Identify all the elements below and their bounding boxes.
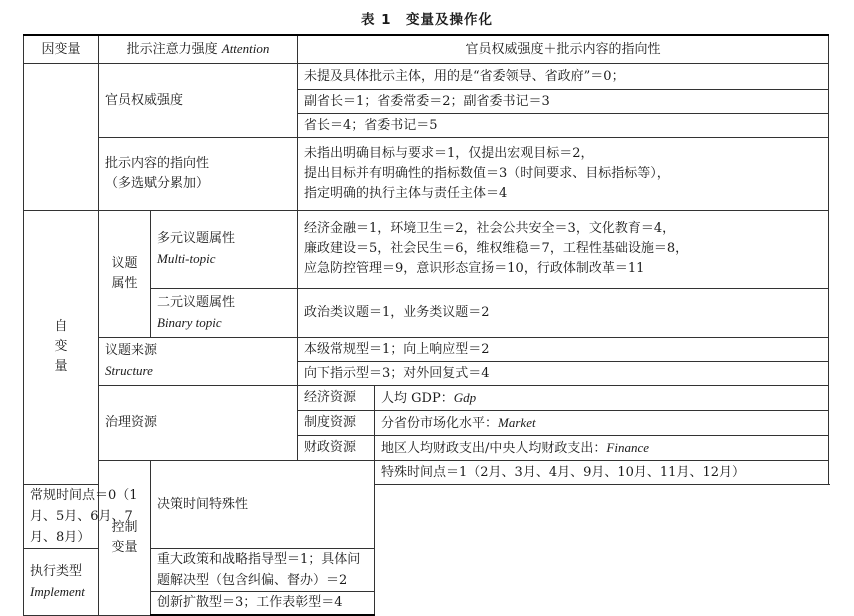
authority-label: 官员权威强度 [99,63,298,137]
independent-char-2: 变 [54,339,68,354]
dependent-group-cell [24,63,99,210]
multi-topic-line-2: 廉政建设＝5，社会民生＝6，维权维稳＝7，工程性基础设施＝8， [304,241,689,256]
governance-value-economic [375,385,829,410]
implement-en: Implement [30,583,85,599]
multi-topic-cn: 多元议题属性 [157,231,236,246]
header-attention [99,35,298,63]
multi-topic-value [298,210,829,288]
table-row [24,385,829,410]
control-label-1: 控制 [111,519,138,535]
issue-attr-label-1: 议题 [111,255,138,271]
source-label [99,337,298,385]
authority-value-1: 未提及具体批示主体，用的是“省委领导、省政府”＝0； [298,63,829,89]
finance-prefix: 地区人均财政支出/中央人均财政支出： [381,440,607,456]
source-value-2: 向下指示型＝3；对外回复式＝4 [298,361,829,385]
timing-value-2: 常规时间点＝0（1月、5月、6月、7月、8月） [24,484,151,548]
table-row [24,210,829,288]
implement-value-1: 重大政策和战略指导型＝1；具体问题解决型（包含纠偏、督办）＝2 [151,548,375,591]
table-caption: 表 1 变量及操作化 [360,12,494,28]
governance-value-institutional [375,410,829,435]
gdp-var: Gdp [453,389,477,405]
multi-topic-line-3: 应急防控管理＝9，意识形态宣扬＝10，行政体制改革＝11 [304,261,645,276]
table-row [24,63,829,89]
header-attention-en: Attention [221,41,270,57]
table-row [24,137,829,210]
binary-topic-value: 政治类议题＝1，业务类议题＝2 [298,288,829,337]
governance-type-institutional: 制度资源 [298,410,375,435]
market-prefix: 分省份市场化水平： [381,415,499,431]
governance-type-economic: 经济资源 [298,385,375,410]
multi-topic-line-1: 经济金融＝1，环境卫生＝2，社会公共安全＝3，文化教育＝4， [304,221,676,236]
directivity-label-main: 批示内容的指向性 [105,155,210,171]
governance-type-fiscal: 财政资源 [298,435,375,460]
independent-group-label [24,210,99,484]
header-row [24,35,829,63]
gdp-prefix: 人均 GDP： [381,390,454,406]
control-label-2: 变量 [111,539,138,555]
governance-label: 治理资源 [99,385,298,460]
binary-topic-label [151,288,298,337]
authority-value-2: 副省长＝1；省委常委＝2；副省委书记＝3 [298,89,829,113]
source-cn: 议题来源 [105,343,158,358]
governance-value-fiscal [375,435,829,460]
binary-topic-en: Binary topic [157,314,222,330]
directivity-line-1: 未指出明确目标与要求＝1，仅提出宏观目标＝2， [304,145,594,161]
independent-char-1: 自 [54,319,68,334]
finance-var: Finance [606,439,649,455]
directivity-value [298,137,829,210]
header-dependent-label: 因变量 [24,35,99,63]
binary-topic-cn: 二元议题属性 [157,294,236,310]
authority-value-3: 省长＝4；省委书记＝5 [298,113,829,137]
header-operationalization: 官员权威强度＋批示内容的指向性 [298,35,829,63]
multi-topic-en: Multi-topic [157,251,216,266]
table-row [24,337,829,361]
directivity-label [99,137,298,210]
multi-topic-label [151,210,298,288]
table-row [24,484,829,548]
source-en: Structure [105,363,153,378]
timing-value-1: 特殊时间点＝1（2月、3月、4月、9月、10月、11月、12月） [375,460,829,484]
implement-label [24,548,151,615]
implement-cn: 执行类型 [30,563,83,579]
directivity-line-2: 提出目标并有明确性的指标数值＝3（时间要求、目标指标等）， [304,165,670,181]
directivity-line-3: 指定明确的执行主体与责任主体＝4 [304,185,508,201]
header-attention-cn: 批示注意力强度 [126,42,218,58]
implement-value-2: 创新扩散型＝3；工作表彰型＝4 [151,591,375,615]
market-var: Market [498,414,536,430]
timing-label: 决策时间特殊性 [151,460,375,548]
independent-char-3: 量 [54,359,68,374]
issue-attr-label-2: 属性 [111,275,138,291]
table-row [24,460,829,484]
directivity-label-note: （多选赋分累加） [105,175,210,191]
issue-attr-label [99,210,151,337]
variables-table [23,34,829,616]
source-value-1: 本级常规型＝1；向上响应型＝2 [298,337,829,361]
